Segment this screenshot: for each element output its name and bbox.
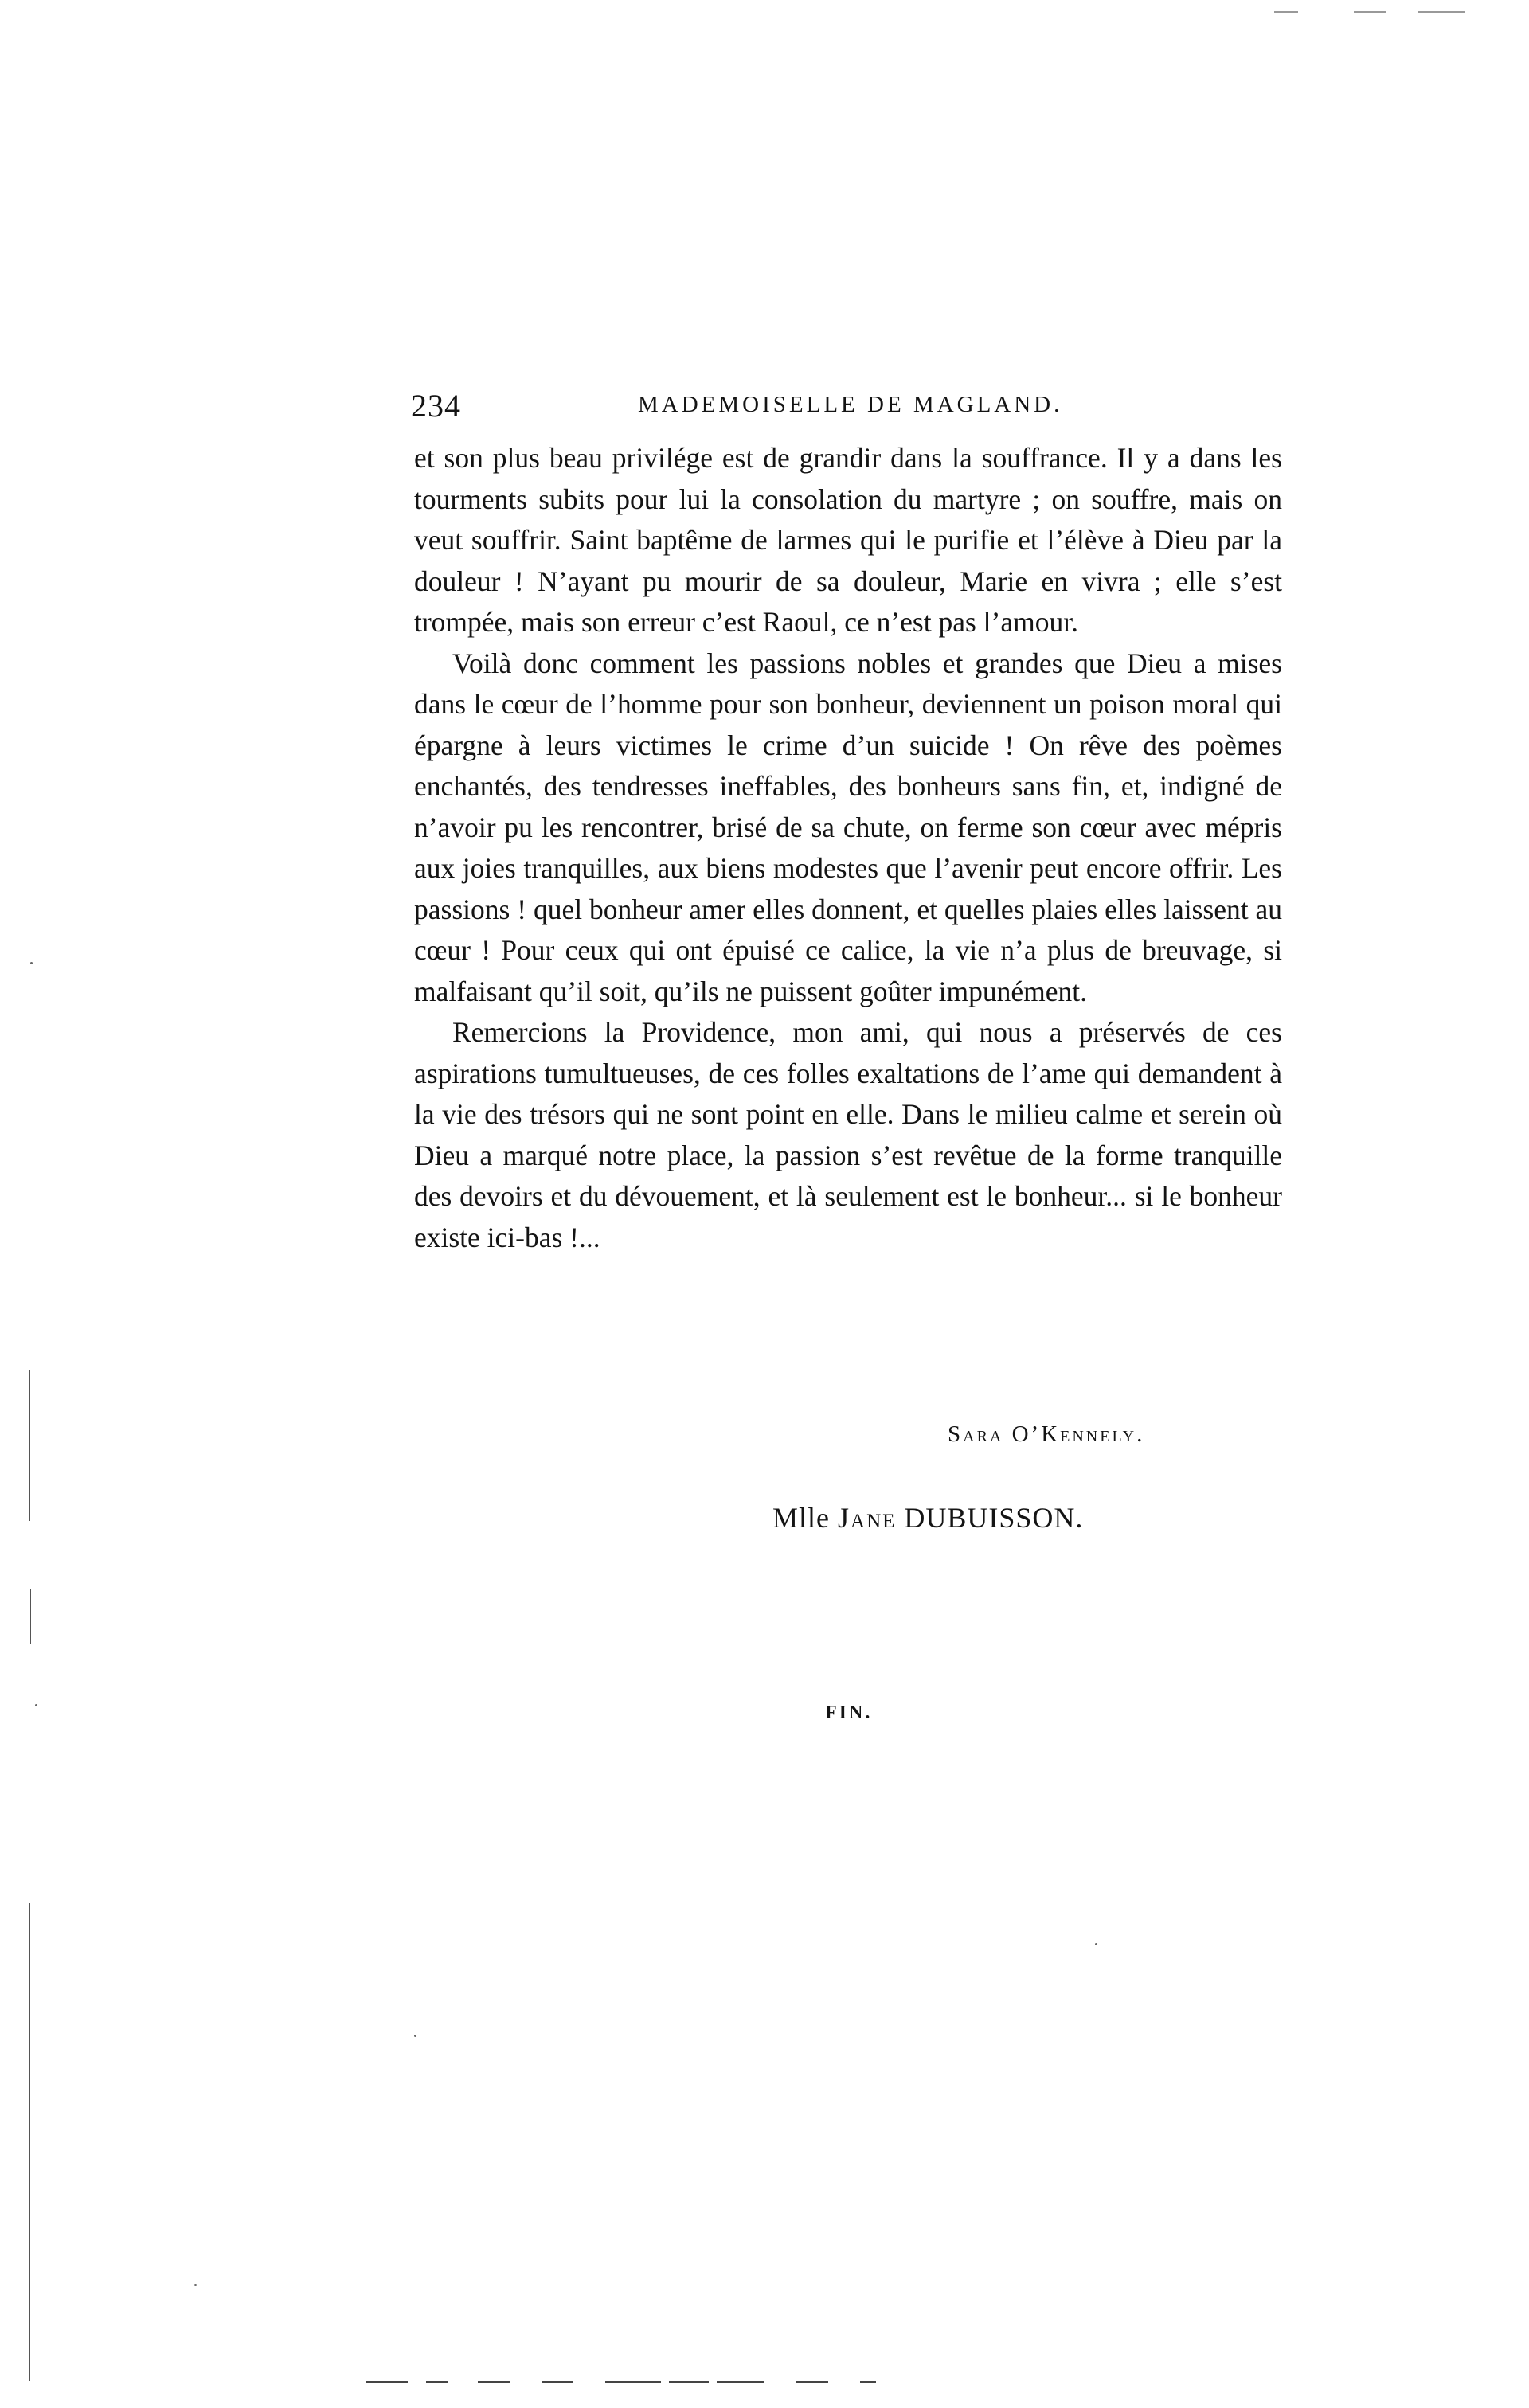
scan-artifact-dash xyxy=(426,2381,448,2383)
page-header xyxy=(411,387,1279,435)
signature-jane-last: DUBUISSON. xyxy=(904,1502,1084,1534)
scan-artifact-dash xyxy=(860,2381,876,2383)
signature-jane xyxy=(772,1501,1171,1534)
running-title: MADEMOISELLE DE MAGLAND. xyxy=(638,392,1063,417)
scan-artifact-dash xyxy=(1418,11,1465,13)
scan-artifact-dash xyxy=(478,2381,510,2383)
page-number: 234 xyxy=(411,388,461,424)
scan-artifact-dash xyxy=(542,2381,573,2383)
scan-artifact-dash xyxy=(1274,11,1298,13)
scan-artifact-speck xyxy=(1095,1943,1097,1945)
scan-artifact-line xyxy=(29,1903,30,2381)
body-text xyxy=(414,438,1282,1258)
scan-artifact-speck xyxy=(30,962,33,964)
scan-artifact-speck xyxy=(194,2284,197,2286)
scan-artifact-dash xyxy=(1354,11,1386,13)
scan-artifact-dash xyxy=(796,2381,828,2383)
end-mark: FIN. xyxy=(825,1702,873,1723)
signature-jane-prefix: Mlle xyxy=(772,1502,830,1534)
scan-artifact-dash xyxy=(366,2381,408,2383)
scan-artifact-speck xyxy=(414,2035,416,2037)
paragraph-2: Voilà donc comment les passions nobles et grandes que Dieu a mises dans le cœur de l’homme pour son bonheur, deviennent un poison moral qui épargne à leurs victimes le crime d’un suicide ! On rêve des poèmes enchantés, des tendresses ineffables, des bonheurs sans fin, et, indigné de n’avoir pu les rencontrer, brisé de sa chute, on ferme son cœur avec mépris aux joies tranquilles, aux biens modestes que l’avenir peut encore offrir. Les passions ! quel bonheur amer elles donnent, et quelles plaies elles laissent au cœur ! Pour ceux qui ont épuisé ce calice, la vie n’a plus de breuvage, si malfaisant qu’il soit, qu’ils ne puissent goûter impunément. xyxy=(414,647,1282,1007)
scan-artifact-dash xyxy=(717,2381,764,2383)
paragraph-1: et son plus beau privilége est de grandir dans la souffrance. Il y a dans les tourments subits pour lui la consolation du martyre ; on souffre, mais on veut souffrir. Saint baptême de larmes qui le purifie et l’élève à Dieu par la douleur ! N’ayant pu mourir de sa douleur, Marie en vivra ; elle s’est trompée, mais son erreur c’est Raoul, ce n’est pas l’amour. xyxy=(414,442,1282,638)
scan-artifact-dash xyxy=(669,2381,709,2383)
scan-artifact-speck xyxy=(35,1704,37,1706)
signature-sara: Sara O’Kennely. xyxy=(948,1421,1145,1447)
scan-artifact-line xyxy=(30,1589,31,1644)
paragraph-3: Remercions la Providence, mon ami, qui nous a préservés de ces aspirations tumultueuses, de ces folles exaltations de l’ame qui demandent à la vie des trésors qui ne sont point en elle. Dans le milieu calme et serein où Dieu a marqué notre place, la passion s’est revêtue de la forme tranquille des devoirs et du dévouement, et là seulement est le bonheur... si le bonheur existe ici-bas !... xyxy=(414,1016,1282,1253)
scan-artifact-line xyxy=(29,1370,30,1521)
scan-artifact-dash xyxy=(605,2381,661,2383)
signature-jane-first: Jane xyxy=(838,1502,897,1534)
